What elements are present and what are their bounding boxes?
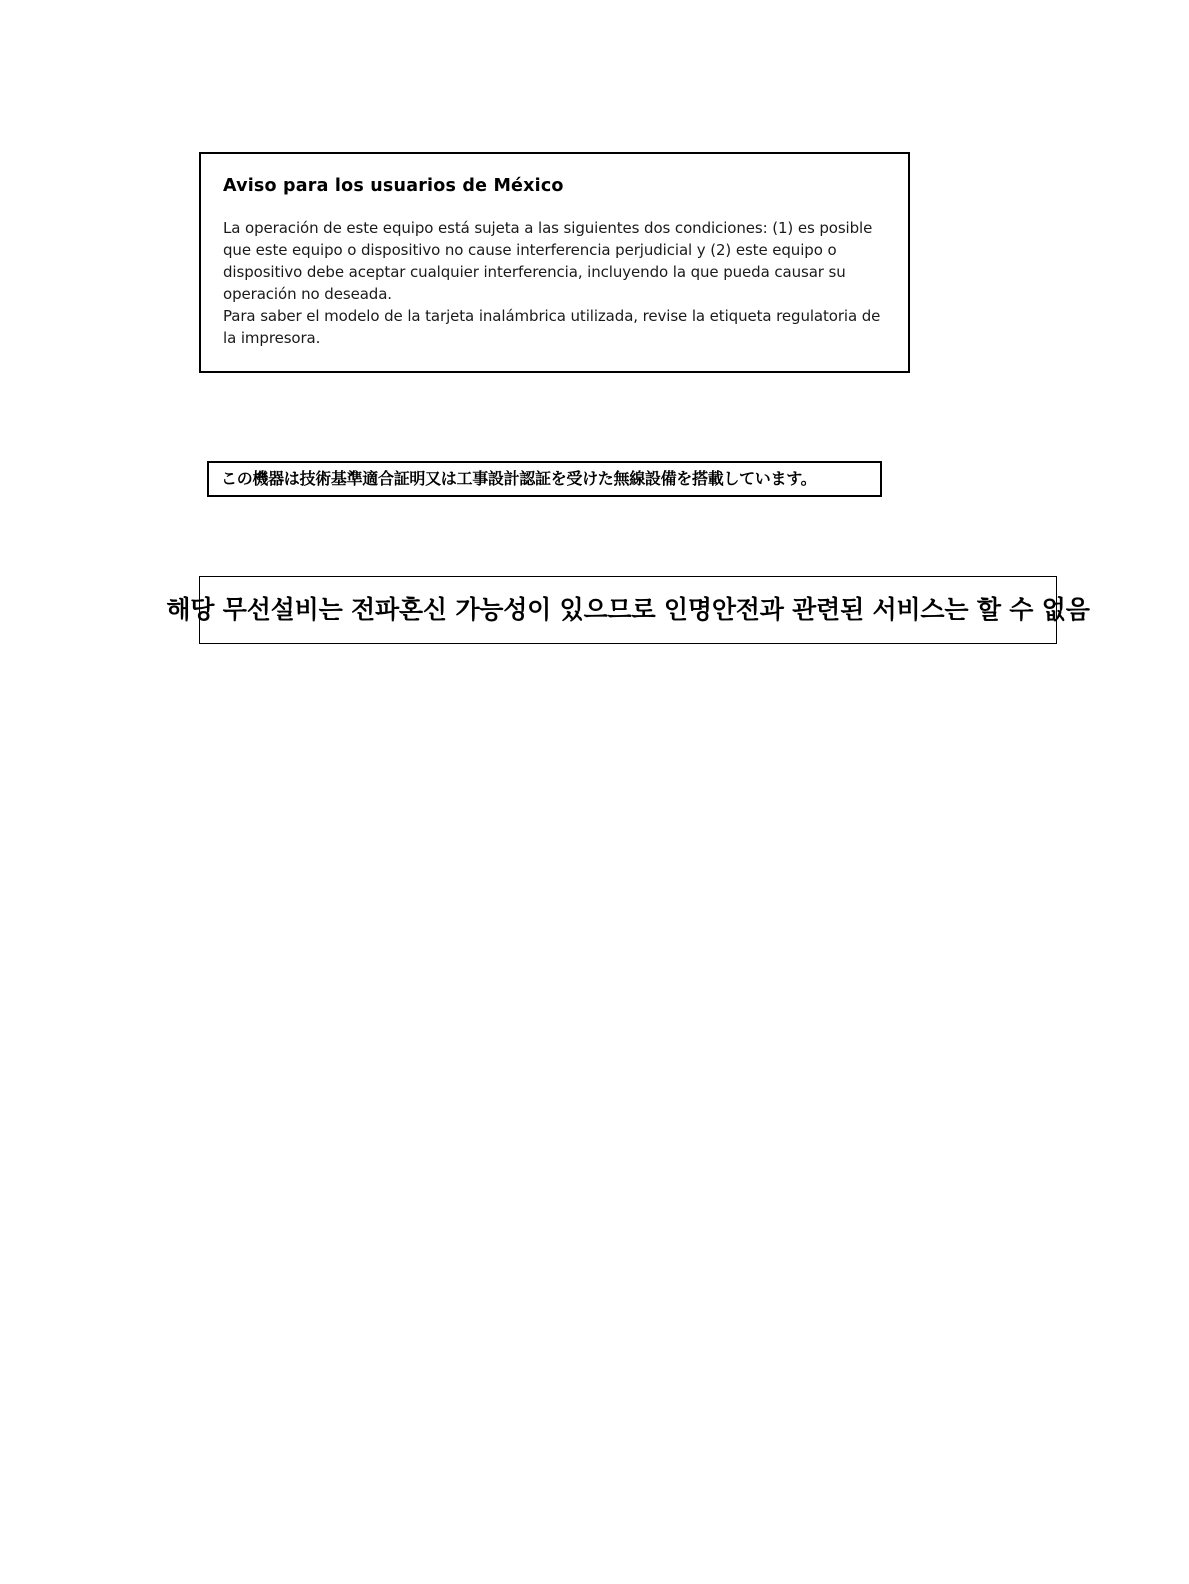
korea-notice-box: [166, 576, 1090, 644]
japan-notice-box: [207, 461, 882, 497]
japan-notice-text: この機器は技術基準適合証明又は工事設計認証を受けた無線設備を搭載しています。: [221, 469, 817, 488]
mexico-notice-paragraph-1: La operación de este equipo está sujeta a las siguientes dos condiciones: (1) es posible que este equipo o dispositivo no cause interferencia perjudicial y (2) este equipo o dispositivo debe aceptar cualquier interferencia, incluyendo la que pueda causar su operación no deseada.: [223, 219, 873, 304]
mexico-notice-title: Aviso para los usuarios de México: [223, 176, 564, 196]
mexico-notice-box: [199, 152, 910, 373]
mexico-notice-paragraph-2: Para saber el modelo de la tarjeta inalámbrica utilizada, revise la etiqueta regulatoria de la impresora.: [223, 307, 881, 348]
korea-notice-text: 해당 무선설비는 전파혼신 가능성이 있으므로 인명안전과 관련된 서비스는 할 수 없음: [166, 595, 1090, 625]
